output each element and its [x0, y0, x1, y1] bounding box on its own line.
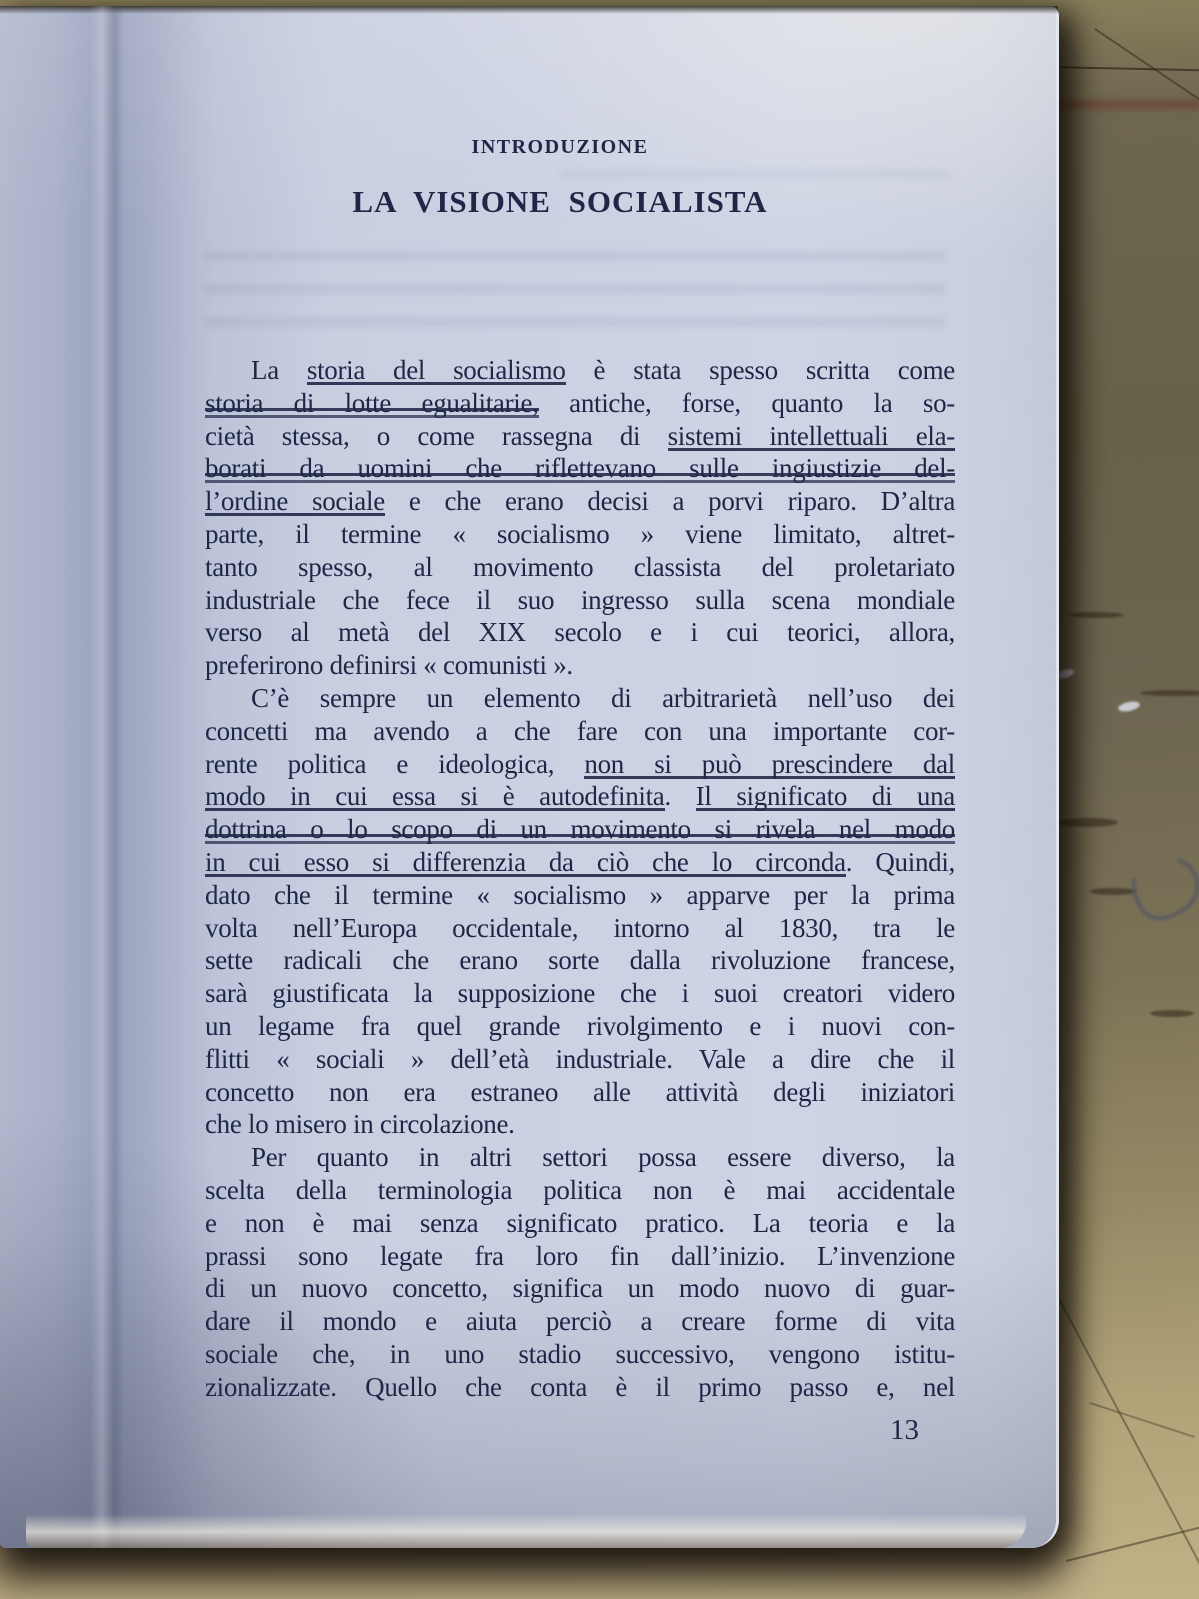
text-line	[205, 780, 955, 813]
text-line	[205, 485, 955, 518]
wood-grain	[1068, 612, 1124, 618]
text-line	[205, 1305, 955, 1338]
text-line	[205, 748, 955, 781]
pen-underlined-text: non si può prescindere dal	[584, 748, 955, 779]
text-segment: prassi sono legate fra loro fin dall’inizio. L’invenzione	[205, 1240, 955, 1271]
wood-grain	[1058, 818, 1118, 827]
text-line	[205, 551, 955, 584]
text-line	[205, 944, 955, 977]
text-segment: e che erano decisi a porvi riparo. D’altra	[384, 486, 955, 517]
text-segment: concetto non era estraneo alle attività degli iniziatori	[205, 1076, 955, 1107]
text-segment: un legame fra quel grande rivolgimento e i nuovi con-	[205, 1010, 955, 1041]
wood-scratch	[1090, 1402, 1195, 1438]
text-line	[205, 1338, 955, 1371]
text-line	[205, 452, 955, 485]
text-line	[205, 649, 955, 682]
text-line	[205, 1043, 955, 1076]
paragraph	[205, 1141, 955, 1403]
text-segment: tanto spesso, al movimento classista del proletariato	[205, 551, 955, 582]
text-segment: cietà stessa, o come rassegna di	[205, 420, 668, 451]
text-segment: C’è sempre un elemento di arbitrarietà nell’uso dei	[251, 682, 955, 713]
text-line	[205, 420, 955, 453]
pen-underlined-text: sistemi intellettuali ela-	[667, 420, 955, 451]
text-line	[205, 912, 955, 945]
page-gutter-crease	[90, 6, 124, 1548]
text-segment: e non è mai senza significato pratico. La teoria e la	[205, 1207, 955, 1238]
wood-speck	[1117, 700, 1140, 713]
text-segment: di un nuovo concetto, significa un modo nuovo di guar-	[205, 1273, 955, 1304]
text-segment: verso al metà del XIX secolo e i cui teorici, allora,	[205, 617, 955, 648]
text-segment: sociale che, in uno stadio successivo, vengono istitu-	[205, 1338, 955, 1369]
text-line	[205, 387, 955, 420]
pen-underlined-text: Il significato di una	[695, 781, 955, 812]
pen-underlined-text: l’ordine sociale	[205, 486, 385, 517]
text-line	[205, 846, 955, 879]
text-line	[205, 715, 955, 748]
text-segment: scelta della terminologia politica non è mai accidentale	[205, 1174, 955, 1205]
wood-stain	[1050, 100, 1199, 109]
text-line	[205, 518, 955, 551]
text-segment: sette radicali che erano sorte dalla rivoluzione francese,	[205, 945, 955, 976]
text-line	[205, 354, 955, 387]
paragraph	[205, 354, 955, 682]
book-page	[0, 6, 1059, 1548]
show-through-text	[205, 238, 945, 350]
text-line	[205, 879, 955, 912]
pencil-mark	[1122, 845, 1199, 930]
pen-underlined-text: borati da uomini che riflettevano sulle ingiustizie del-	[205, 453, 955, 484]
chapter-title: LA VISIONE SOCIALISTA	[352, 184, 768, 219]
text-segment: concetti ma avendo a che fare con una importante cor-	[205, 715, 955, 746]
pen-underlined-text: modo in cui essa si è autodefinita	[205, 781, 665, 812]
text-line	[205, 1240, 955, 1273]
text-line	[205, 1174, 955, 1207]
pen-underlined-text: dottrina o lo scopo di un movimento si rivela nel modo	[205, 814, 955, 845]
text-segment: è stata spesso scritta come	[565, 355, 955, 385]
body-text	[205, 354, 955, 1404]
text-segment: flitti « sociali » dell’età industriale. Vale a dire che il	[205, 1043, 955, 1074]
text-line	[205, 1371, 955, 1404]
text-line	[205, 584, 955, 617]
text-line	[205, 616, 955, 649]
text-segment: industriale che fece il suo ingresso sulla scena mondiale	[205, 584, 955, 615]
text-segment: . Quindi,	[845, 846, 955, 877]
text-line	[205, 1141, 955, 1174]
text-segment: zionalizzate. Quello che conta è il primo passo e, nel	[205, 1371, 955, 1402]
text-segment: dato che il termine « socialismo » apparve per la prima	[205, 879, 955, 910]
text-segment: .	[664, 781, 696, 812]
wood-grain	[1140, 690, 1199, 696]
wood-scratch	[1094, 28, 1199, 102]
wood-scratch	[1046, 66, 1199, 71]
text-line	[205, 1207, 955, 1240]
text-line	[205, 1010, 955, 1043]
text-segment: preferirono definirsi « comunisti ».	[205, 650, 573, 681]
text-line	[205, 1076, 955, 1109]
text-segment: volta nell’Europa occidentale, intorno al 1830, tra le	[205, 912, 955, 943]
text-line	[205, 682, 955, 715]
page-bottom-edge	[26, 1514, 1026, 1548]
chapter-kicker: INTRODUZIONE	[471, 136, 649, 158]
pen-underlined-text: storia di lotte egualitarie,	[205, 387, 539, 418]
wood-scratch	[1066, 1526, 1199, 1562]
wood-grain	[1150, 1010, 1194, 1017]
pen-underlined-text: in cui esso si differenzia da ciò che lo circonda	[205, 846, 846, 877]
text-segment: dare il mondo e aiuta perciò a creare forme di vita	[205, 1306, 955, 1337]
text-segment: antiche, forse, quanto la so-	[538, 387, 955, 418]
text-line	[205, 977, 955, 1010]
text-segment: La	[251, 355, 307, 385]
text-line	[205, 1272, 955, 1305]
text-segment: che lo misero in circolazione.	[205, 1109, 515, 1140]
text-line	[205, 1108, 955, 1141]
paragraph	[205, 682, 955, 1141]
text-segment: sarà giustificata la supposizione che i suoi creatori videro	[205, 978, 955, 1009]
text-segment: rente politica e ideologica,	[205, 748, 585, 779]
page-number: 13	[890, 1414, 919, 1446]
text-segment: Per quanto in altri settori possa essere diverso, la	[251, 1142, 955, 1173]
text-segment: parte, il termine « socialismo » viene limitato, altret-	[205, 518, 955, 549]
text-line	[205, 813, 955, 846]
wood-scratch	[1057, 1297, 1199, 1598]
wood-grain	[1090, 888, 1136, 895]
pen-underlined-text: storia del socialismo	[306, 355, 566, 385]
page-top-shadow	[0, 6, 1058, 14]
